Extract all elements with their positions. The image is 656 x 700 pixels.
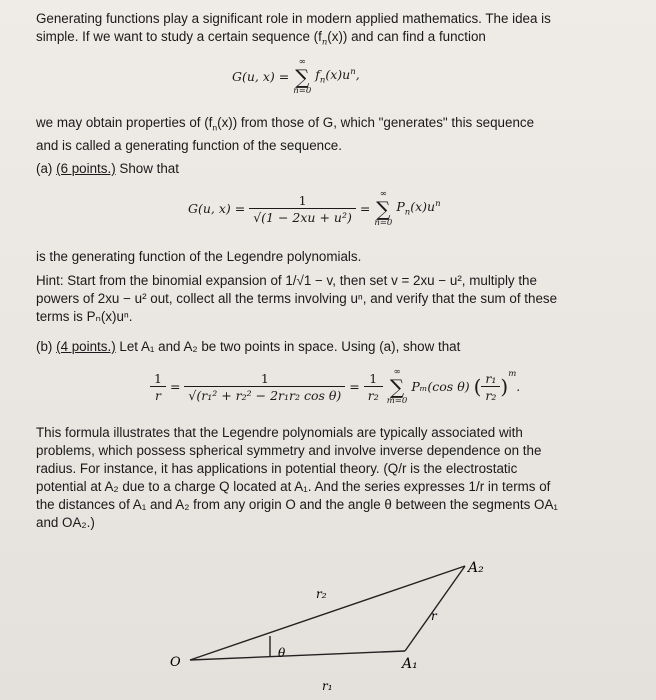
- closing-paragraph: [36, 424, 626, 532]
- closing-line-5: the distances of A₁ and A₂ from any origin O and the angle θ between the segments OA₁: [36, 497, 558, 512]
- summation-symbol: ∞ ∑ n=0: [374, 189, 393, 228]
- label-theta: θ: [278, 646, 286, 660]
- fraction-one-over-r2: $\frac{1}{\text{r₂}}$: [364, 371, 383, 403]
- fraction-one-over-r: $\frac{1}{r}$: [150, 371, 166, 403]
- label-a1: A₁: [402, 656, 418, 672]
- part-a-text: Show that: [119, 161, 179, 176]
- part-a-label: (a): [36, 161, 53, 176]
- legendre-statement: is the generating function of the Legendre polynomials.: [36, 249, 362, 264]
- intro-paragraph: [36, 10, 626, 52]
- part-b-label: (b): [36, 339, 53, 354]
- after-eq1-line-1: we may obtain properties of $(f_n(x))$ from those of G, which "generates" this sequence: [36, 115, 535, 133]
- part-a-points: (6 points.): [56, 161, 116, 176]
- closing-line-6: and OA₂.): [36, 515, 95, 530]
- intro-line-2: simple. If we want to study a certain sequence $(f_n(x))$ and can find a function: [36, 29, 486, 48]
- after-eq1-line-2: and is called a generating function of the sequence.: [36, 137, 342, 153]
- closing-line-2: problems, which possess spherical symmetry and involve inverse dependence on the: [36, 443, 542, 458]
- intro-line-1: Generating functions play a significant role in modern applied mathematics. The idea is: [36, 11, 551, 26]
- summation-symbol: ∞ ∑ n=0: [293, 57, 312, 96]
- equation-generating-function: G(u, x) = ∞ ∑ n=0 $f_n(x)u^n$,: [232, 57, 360, 96]
- summation-symbol: ∞ ∑ m=0: [386, 367, 408, 406]
- fraction-legendre: $\frac{1}{\text{√(1 − 2xu + u²)}}$: [249, 193, 356, 225]
- hint-line-2: powers of 2xu − u² out, collect all the terms involving uⁿ, and verify that the sum of these: [36, 291, 558, 306]
- triangle-figure: [0, 540, 656, 700]
- label-r: r: [431, 609, 437, 623]
- hint-line-1: Hint: Start from the binomial expansion of 1/√1 − v, then set v = 2xu − u², multiply the: [36, 273, 537, 288]
- part-b-heading: [36, 338, 626, 356]
- part-a-heading: [36, 160, 626, 178]
- hint-paragraph: [36, 272, 626, 326]
- closing-line-1: This formula illustrates that the Legendre polynomials are typically associated with: [36, 425, 523, 440]
- closing-line-4: potential at A₂ due to a charge Q located at A₁. And the series expresses 1/r in terms of: [36, 479, 551, 494]
- label-r1: r₁: [322, 679, 333, 693]
- segment-o-a2: [190, 566, 465, 660]
- part-b-points: (4 points.): [56, 339, 116, 354]
- triangle-lines: [190, 566, 465, 660]
- equation-inverse-distance: $\frac{1}{r}$ = $\frac{1}{\text{√(r₁² + r₂² − 2r₁r₂ cos θ)}}$ = $\frac{1}{\text{r₂}}$ ∞ ∑ m=0 Pₘ(cos θ) ( $\frac{\text{r₁}}{\text{r₂}}$ )$^m$.: [150, 368, 520, 405]
- segment-o-a1: [190, 651, 405, 660]
- hint-line-3: terms is Pₙ(x)uⁿ.: [36, 309, 133, 324]
- fraction-r1-over-r2: $\frac{\text{r₁}}{\text{r₂}}$: [481, 371, 500, 403]
- fraction-law-of-cosines: $\frac{1}{\text{√(r₁² + r₂² − 2r₁r₂ cos θ)}}$: [184, 371, 345, 403]
- part-b-text: Let A₁ and A₂ be two points in space. Using (a), show that: [119, 339, 461, 354]
- label-r2: r₂: [316, 587, 327, 601]
- closing-line-3: radius. For instance, it has applications in potential theory. (Q/r is the electrostatic: [36, 461, 518, 476]
- equation-legendre-generating: G(u, x) = $\frac{1}{\text{√(1 − 2xu + u²)}}$ = ∞ ∑ n=0 $P_n(x)u^n$: [188, 189, 441, 228]
- label-a2: A₂: [468, 560, 484, 576]
- after-equation-paragraph: [36, 114, 626, 155]
- label-origin: O: [170, 655, 181, 670]
